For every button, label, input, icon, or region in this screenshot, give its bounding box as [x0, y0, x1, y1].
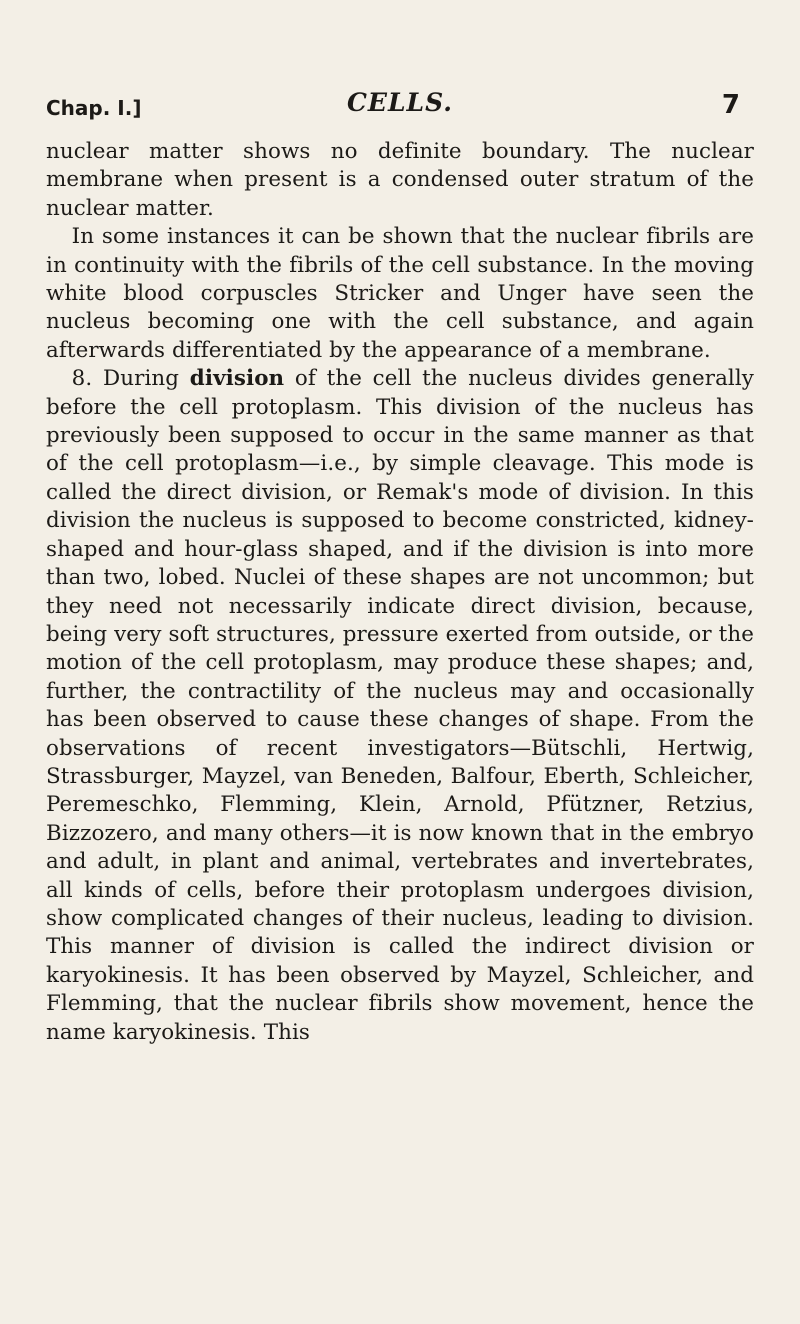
running-title: CELLS. [347, 88, 453, 117]
section-number: 8. During [71, 366, 190, 392]
page-header [46, 88, 754, 138]
chapter-label: Chap. I.] [46, 96, 142, 120]
paragraph-1: nuclear matter shows no definite boundary. The nuclear membrane when present is a condensed outer stratum of the nuclear matter. [46, 139, 754, 221]
paragraph-2: In some instances it can be shown that the nuclear fibrils are in continuity with the fibrils of the cell substance. In the moving white blood corpuscles Stricker and Unger have seen the nucleus becoming one with the cell substance, and again afterwards differentiated by the appearance of a membrane. [46, 224, 754, 363]
paragraph-3 [46, 365, 754, 1047]
page-number: 7 [721, 90, 740, 120]
book-page [46, 88, 754, 1047]
paragraph-3-text: of the cell the nucleus divides generally before the cell protoplasm. This division of the nucleus has previously been supposed to occur in the same manner as that of the cell protoplasm—i.e., by simple cleavage. This mode is called the direct division, or Remak's mode of division. In this division the nucleus is supposed to become constricted, kidney-shaped and hour-glass shaped, and if the division is into more than two, lobed. Nuclei of these shapes are not uncommon; but they need not necessarily indicate direct division, because, being very soft structures, pressure exerted from outside, or the motion of the cell protoplasm, may produce these shapes; and, further, the contractility of the nucleus may and occasionally has been observed to cause these changes of shape. From the observations of recent investigators—Bütschli, Hertwig, Strassburger, Mayzel, van Beneden, Balfour, Eberth, Schleicher, Peremeschko, Flemming, Klein, Arnold, Pfützner, Retzius, Bizzozero, and many others—it is now known that in the embryo and adult, in plant and animal, vertebrates and invertebrates, all kinds of cells, before their protoplasm undergoes division, show complicated changes of their nucleus, leading to division. This manner of division is called the indirect division or karyokinesis. It has been observed by Mayzel, Schleicher, and Flemming, that the nuclear fibrils show movement, hence the name karyokinesis. This [46, 366, 754, 1045]
body-text [46, 138, 754, 1047]
bold-term-division: division [189, 366, 285, 392]
